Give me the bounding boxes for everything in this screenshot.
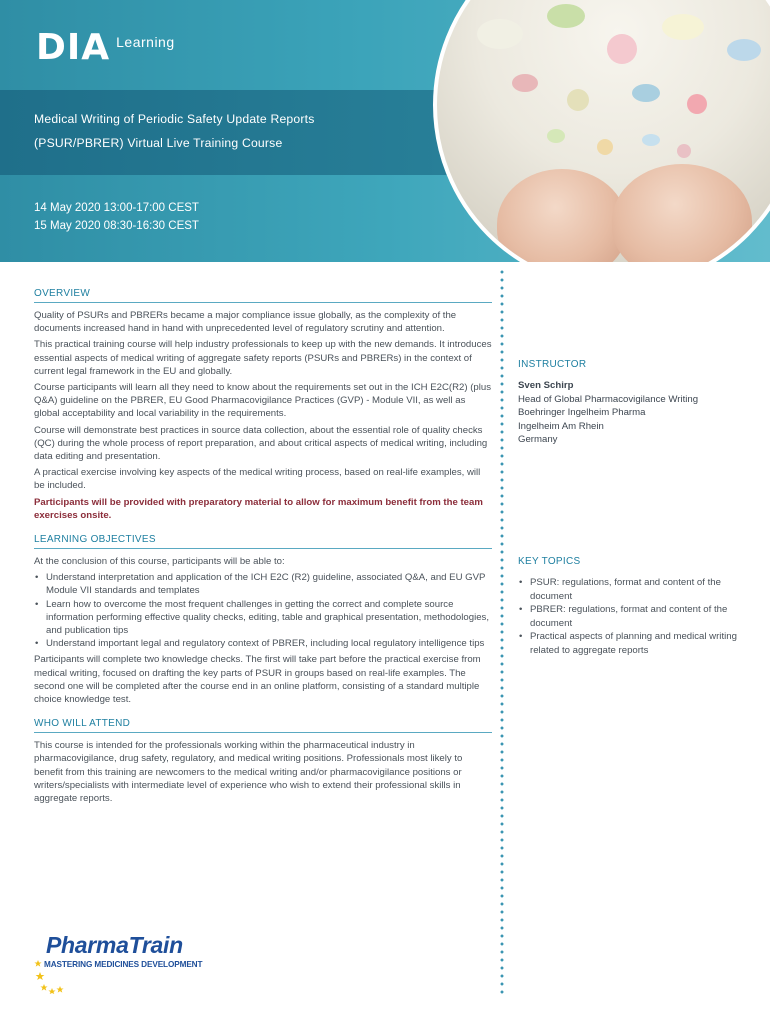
instructor-company: Boehringer Ingelheim Pharma (518, 407, 646, 418)
key-topics-list (518, 576, 743, 657)
instructor-role: Head of Global Pharmacovigilance Writing (518, 393, 699, 405)
instructor-heading: INSTRUCTOR (518, 359, 587, 370)
course-date-1: 14 May 2020 13:00-17:00 CEST (34, 202, 199, 214)
pharmatrain-logo (34, 932, 204, 994)
course-title-line-1: Medical Writing of Periodic Safety Update Reports (34, 112, 315, 126)
instructor-section (518, 359, 743, 447)
instructor-country: Germany (518, 434, 558, 445)
list-item: • PSUR: regulations, format and content of the document (518, 576, 743, 603)
learning-objectives-heading: LEARNING OBJECTIVES (34, 534, 492, 549)
pill-shape (597, 139, 613, 155)
who-will-attend-text: This course is intended for the professionals working within the pharmaceutical industry in pharmacovigilance, drug safety, regulatory, and medical writing positions. Professionals most likely to benefit from this training are newcomers to the medical writing and/or pharmacovigilance positions or writers/specialists with intermediate level of experience who wish to extend their professional skills in aggregate reports. (34, 740, 463, 805)
overview-heading: OVERVIEW (34, 288, 492, 303)
dotted-divider (500, 268, 504, 994)
logo-main-text: DIA (36, 27, 111, 68)
course-title-line-2: (PSUR/PBRER) Virtual Live Training Course (34, 136, 283, 150)
list-item: • Understand important legal and regulatory context of PBRER, including local regulatory intelligence tips (34, 637, 492, 650)
partner-name: PharmaTrain (46, 932, 183, 958)
overview-paragraph: A practical exercise involving key aspects of the medical writing process, based on real-life examples, will be included. (34, 467, 481, 492)
overview-paragraph: This practical training course will help industry professionals to keep up with the new demands. It introduces essential aspects of medical writing of aggregate safety reports (PSURs and PBRERs) in the context of current legal framework in the EU and globally. (34, 339, 492, 377)
pill-shape (477, 19, 523, 49)
instructor-city: Ingelheim Am Rhein (518, 420, 604, 432)
learning-objectives-list (34, 571, 492, 650)
pill-shape (607, 34, 637, 64)
list-item: • Understand interpretation and application of the ICH E2C (R2) guideline, associated Q&A, and EU GVP Module VII standards and templates (34, 571, 492, 597)
pill-shape (512, 74, 538, 92)
pill-shape (727, 39, 761, 61)
course-dates (34, 199, 199, 235)
list-item: • Learn how to overcome the most frequent challenges in getting the correct and complete source information performing effective quality checks, editing, table and graphical presentation, methodologies, and publication tips (34, 598, 492, 638)
learning-objectives-closing: Participants will complete two knowledge checks. The first will take part before the practical exercise from medical writing, focused on drafting the key parts of PSUR in groups based on real-life examples. The second one will be completed after the course end in an online platform, consisting of a standard multiple choice knowledge test. (34, 654, 481, 706)
list-item: • Practical aspects of planning and medical writing related to aggregate reports (518, 630, 743, 657)
pill-shape (677, 144, 691, 158)
partner-tagline: MASTERING MEDICINES DEVELOPMENT (44, 960, 203, 969)
learning-objectives-intro: At the conclusion of this course, participants will be able to: (34, 556, 285, 568)
overview-highlight: Participants will be provided with preparatory material to allow for maximum benefit from the team exercises onsite. (34, 496, 483, 521)
left-hand-shape (497, 169, 627, 262)
who-will-attend-heading: WHO WILL ATTEND (34, 718, 492, 733)
pills-in-hands-photo (433, 0, 770, 262)
dia-learning-logo (36, 27, 175, 68)
course-title (34, 107, 454, 155)
pill-shape (687, 94, 707, 114)
pill-shape (567, 89, 589, 111)
logo-sub-text: Learning (116, 34, 175, 50)
overview-paragraph: Course will demonstrate best practices in source data collection, about the essential role of quality checks (QC) during the whole process of report preparation, and about critical aspects of medical writing, including data editing and presentation. (34, 424, 488, 463)
right-hand-shape (612, 164, 752, 262)
header-banner (0, 0, 770, 262)
pill-shape (547, 129, 565, 143)
key-topics-section (518, 556, 743, 657)
overview-paragraph: Course participants will learn all they need to know about the requirements set out in the ICH E2C(R2) (plus Q&A) guideline on the PBRER, EU Good Pharmacovigilance Practices (GVP) - Module VII, as well as global acceptability and local variability in the requirements. (34, 382, 491, 420)
overview-paragraph: Quality of PSURs and PBRERs became a major compliance issue globally, as the complexity of the documents increased hand in hand with unprecedented level of regulatory scrutiny and attention. (34, 310, 457, 335)
key-topics-heading: KEY TOPICS (518, 556, 581, 567)
pill-shape (662, 14, 704, 40)
pill-shape (632, 84, 660, 102)
main-content-column (34, 288, 492, 808)
instructor-name: Sven Schirp (518, 380, 574, 391)
list-item: • PBRER: regulations, format and content of the document (518, 603, 743, 630)
pill-shape (547, 4, 585, 28)
pill-shape (642, 134, 660, 146)
course-date-2: 15 May 2020 08:30-16:30 CEST (34, 220, 199, 232)
